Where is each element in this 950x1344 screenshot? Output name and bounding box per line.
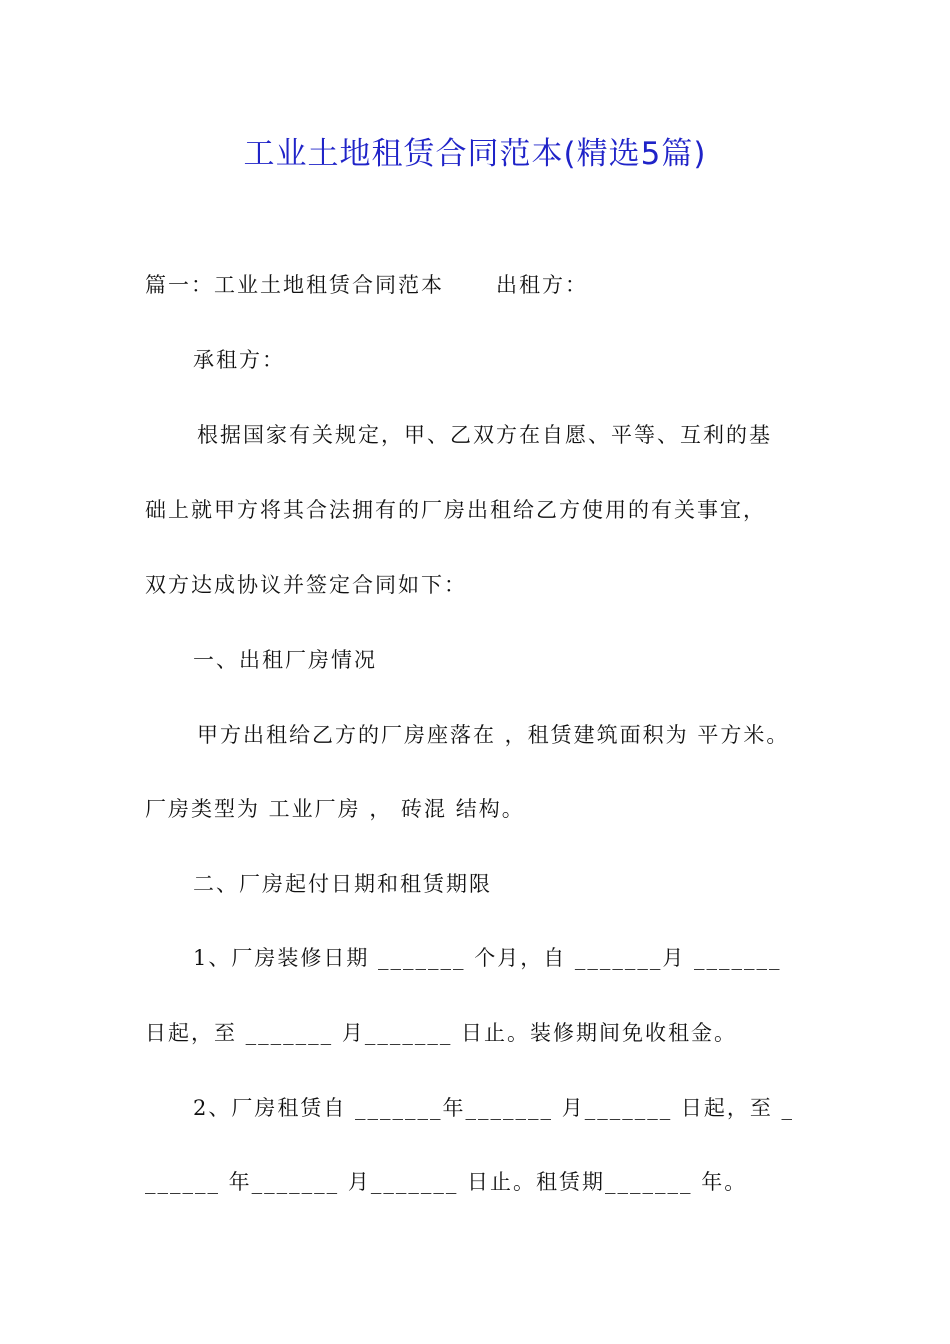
paragraph-line: 础上就甲方将其合法拥有的厂房出租给乙方使用的有关事宜， xyxy=(145,498,766,522)
clause-heading-line: 二、厂房起付日期和租赁期限 xyxy=(193,872,492,896)
paragraph-line: 甲方出租给乙方的厂房座落在 ，租赁建筑面积为 平方米。 xyxy=(197,723,790,747)
paragraph-line: 厂房类型为 工业厂房 ， 砖混 结构。 xyxy=(145,797,525,821)
paragraph-line: 2、厂房租赁自 _______年_______ 月_______ 日起，至 _ xyxy=(193,1096,795,1120)
clause-heading-line: 一、出租厂房情况 xyxy=(193,648,377,672)
paragraph-line: 1、厂房装修日期 _______ 个月，自 _______月 _______ xyxy=(193,946,782,970)
paragraph-line: 日起，至 _______ 月_______ 日止。装修期间免收租金。 xyxy=(145,1021,738,1045)
paragraph-line: 双方达成协议并签定合同如下： xyxy=(145,573,467,597)
section-heading-line: 篇一：工业土地租赁合同范本 出租方： xyxy=(145,273,589,297)
paragraph-line: 根据国家有关规定，甲、乙双方在自愿、平等、互利的基 xyxy=(197,423,772,447)
paragraph-line: 承租方： xyxy=(193,348,285,372)
document-title: 工业土地租赁合同范本(精选5篇) xyxy=(243,136,707,172)
paragraph-line: ______ 年_______ 月_______ 日止。租赁期_______ 年。 xyxy=(145,1170,748,1194)
